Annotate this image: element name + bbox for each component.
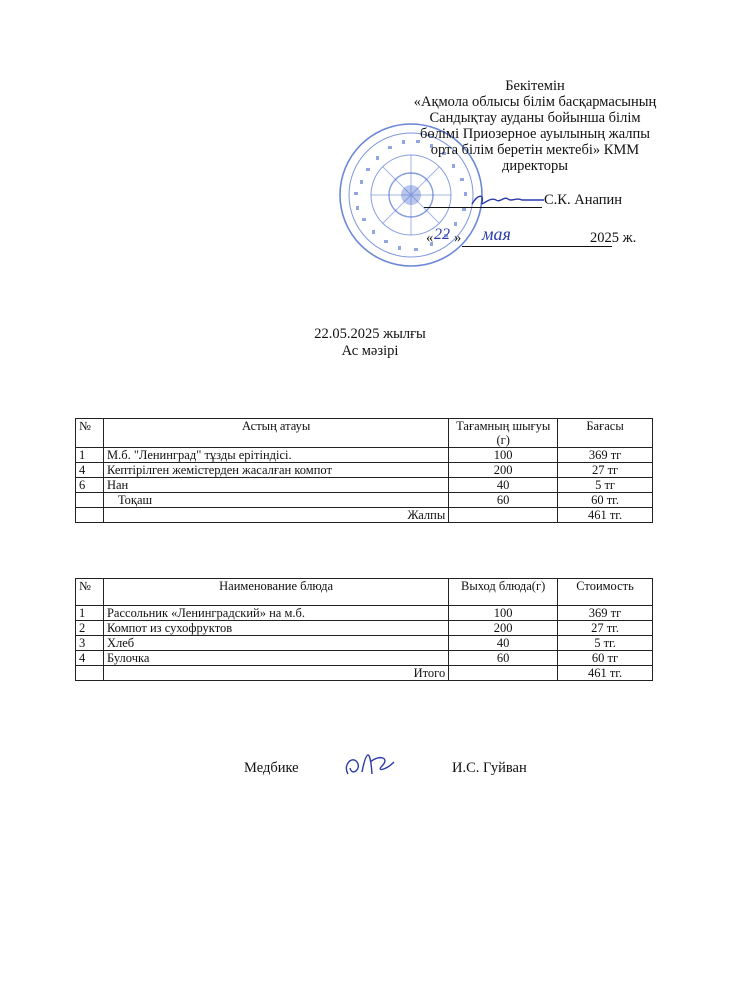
nurse-name: И.С. Гуйван — [452, 760, 527, 776]
approval-line: Сандықтау ауданы бойынша білім — [429, 110, 641, 126]
table-row — [76, 463, 653, 478]
table-row — [76, 606, 653, 621]
table-total-row — [76, 666, 653, 681]
row-yield: 100 — [449, 606, 558, 621]
header-dish-name: Астың атауы — [103, 419, 448, 448]
total-label: Жалпы — [103, 508, 448, 523]
row-price: 27 тг. — [558, 621, 653, 636]
row-yield: 60 — [449, 493, 558, 508]
row-number: 2 — [76, 621, 104, 636]
table-header-row — [76, 419, 653, 448]
director-name: С.К. Анапин — [544, 192, 622, 208]
row-number: 4 — [76, 463, 104, 478]
header-price: Бағасы — [558, 419, 653, 448]
row-yield: 200 — [449, 463, 558, 478]
row-price: 60 тг. — [558, 493, 653, 508]
row-number — [76, 493, 104, 508]
table-total-row — [76, 508, 653, 523]
total-empty-cell — [76, 508, 104, 523]
approval-block — [385, 78, 685, 174]
row-yield: 40 — [449, 478, 558, 493]
row-price: 369 тг — [558, 606, 653, 621]
row-dish-name: Хлеб — [103, 636, 448, 651]
date-year: 2025 ж. — [590, 230, 637, 246]
total-empty-cell — [76, 666, 104, 681]
header-number: № — [76, 419, 104, 448]
total-empty-cell — [449, 666, 558, 681]
total-value: 461 тг. — [558, 508, 653, 523]
row-dish-name: Рассольник «Ленинградский» на м.б. — [103, 606, 448, 621]
menu-title: Ас мәзірі — [341, 343, 399, 359]
row-number: 1 — [76, 448, 104, 463]
approval-line: директоры — [501, 158, 569, 174]
row-yield: 40 — [449, 636, 558, 651]
total-label: Итого — [103, 666, 448, 681]
row-dish-name: М.б. "Ленинград" тұзды ерітіндісі. — [103, 448, 448, 463]
table-row — [76, 636, 653, 651]
row-price: 5 тг. — [558, 636, 653, 651]
nurse-signature — [340, 744, 400, 784]
table-header-row — [76, 579, 653, 606]
row-dish-name: Булочка — [103, 651, 448, 666]
row-dish-name: Нан — [103, 478, 448, 493]
approval-line: «Ақмола облысы білім басқармасының — [413, 94, 657, 110]
nurse-signature-block — [244, 758, 564, 798]
date-quote-open: « — [426, 230, 434, 246]
date-month: мая — [482, 224, 511, 244]
date-day: 22 — [434, 226, 450, 243]
total-empty-cell — [449, 508, 558, 523]
table-row — [76, 493, 653, 508]
row-dish-name: Компот из сухофруктов — [103, 621, 448, 636]
header-number: № — [76, 579, 104, 606]
date-quote-close: » — [454, 230, 462, 246]
row-number: 6 — [76, 478, 104, 493]
row-yield: 100 — [449, 448, 558, 463]
header-price: Стоимость — [558, 579, 653, 606]
header-dish-name: Наименование блюда — [103, 579, 448, 606]
menu-table-russian — [75, 578, 653, 681]
table-row — [76, 651, 653, 666]
total-value: 461 тг. — [558, 666, 653, 681]
row-price: 5 тг — [558, 478, 653, 493]
approval-line: бөлімі Приозерное ауылының жалпы — [420, 126, 650, 142]
row-number: 3 — [76, 636, 104, 651]
row-number: 4 — [76, 651, 104, 666]
menu-table-kazakh — [75, 418, 653, 523]
row-yield: 200 — [449, 621, 558, 636]
row-dish-name: Тоқаш — [103, 493, 448, 508]
approval-line: орта білім беретін мектебі» КММ — [430, 142, 640, 158]
row-number: 1 — [76, 606, 104, 621]
row-dish-name: Кептірілген жемістерден жасалған компот — [103, 463, 448, 478]
header-yield: Выход блюда(г) — [449, 579, 558, 606]
row-price: 60 тг — [558, 651, 653, 666]
menu-heading — [240, 326, 500, 360]
row-yield: 60 — [449, 651, 558, 666]
table-row — [76, 478, 653, 493]
table-row — [76, 621, 653, 636]
header-yield: Тағамның шығуы (г) — [449, 419, 558, 448]
row-price: 369 тг — [558, 448, 653, 463]
director-signature-line — [424, 188, 644, 210]
approval-line: Бекітемін — [505, 78, 565, 94]
nurse-role: Медбике — [244, 760, 299, 776]
menu-date: 22.05.2025 жылғы — [314, 326, 426, 342]
signature-underline — [424, 207, 542, 208]
row-price: 27 тг — [558, 463, 653, 478]
table-row — [76, 448, 653, 463]
approval-date — [424, 226, 664, 250]
